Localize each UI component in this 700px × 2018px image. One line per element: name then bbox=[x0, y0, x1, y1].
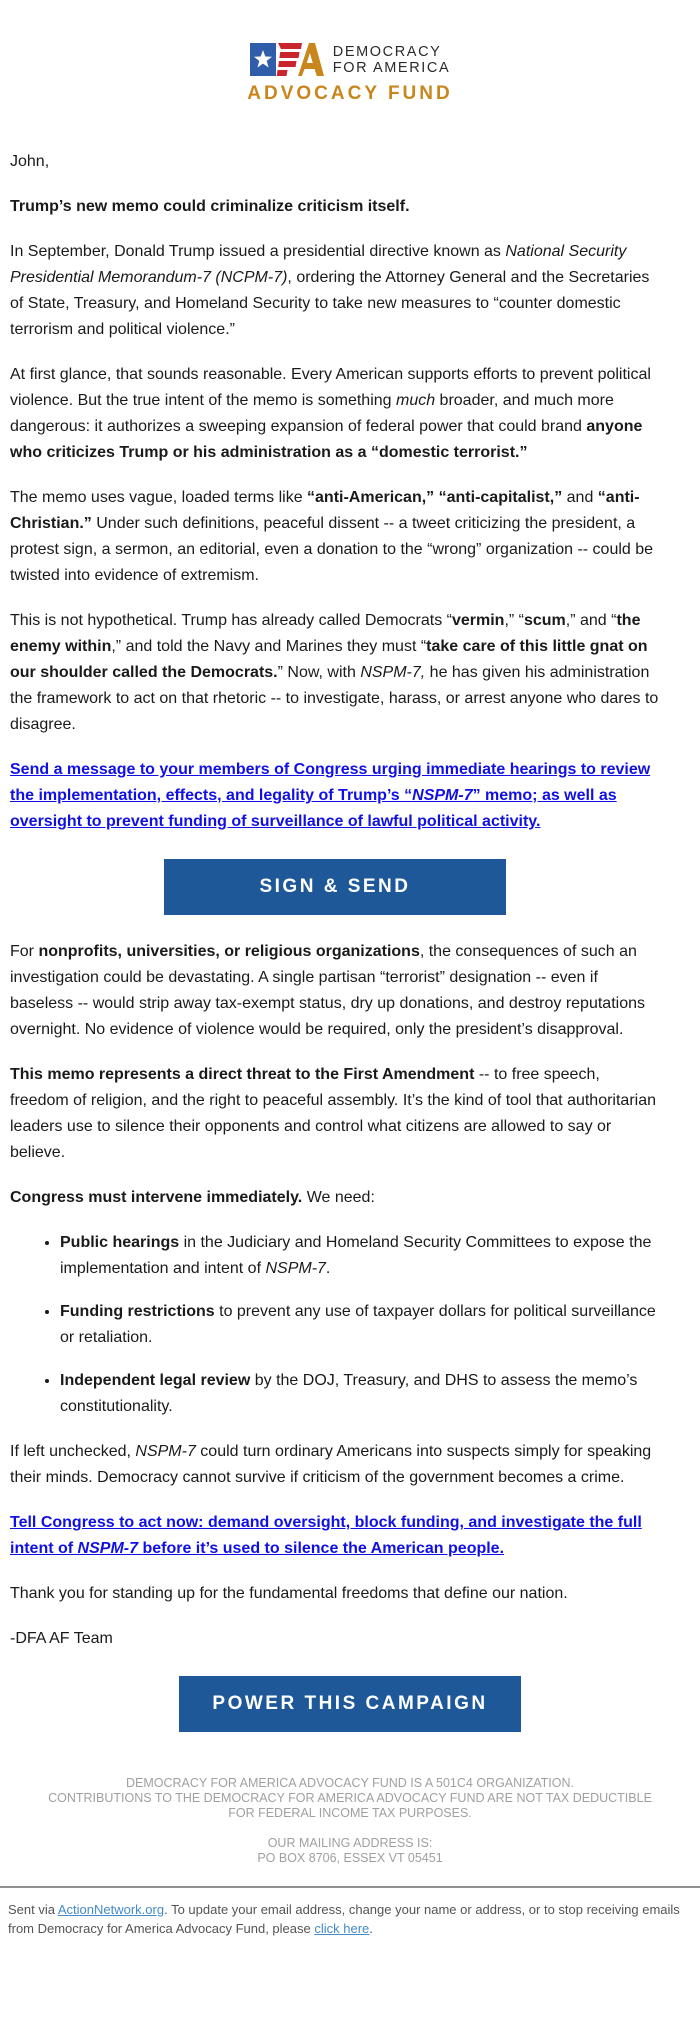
text-segment: , ordering the Attorney General and the Secretaries of State, Treasury, and Homeland Security to take new measures to “counter domestic terrorism and political violence.” bbox=[10, 269, 650, 338]
text-segment: , the consequences of such an investigation could be devastating. A single partisan “terrorist” designation -- even if baseless -- would strip away tax-exempt status, dry up donations, and destroy reputations overnight. No evidence of violence would be required, only the president’s disapproval. bbox=[10, 943, 645, 1038]
text-segment: the enemy within bbox=[10, 612, 641, 655]
text-segment: before it’s used to silence the American people. bbox=[138, 1540, 505, 1557]
text-segment: This is not hypothetical. Trump has already called Democrats “ bbox=[10, 612, 452, 629]
text-segment: We need: bbox=[302, 1189, 375, 1206]
text-segment: NSPM-7 bbox=[412, 787, 473, 804]
text-segment: This memo represents a direct threat to the First Amendment bbox=[10, 1066, 475, 1083]
text-segment: Send a message to your members of Congress urging immediate hearings to review the implementation, effects, and legality of Trump’s “ bbox=[10, 761, 651, 804]
paragraph-2 bbox=[10, 362, 660, 466]
text-segment: NSPM-7 bbox=[77, 1540, 138, 1557]
text-segment: take care of this little gnat on our shoulder called the Democrats. bbox=[10, 638, 648, 681]
fine-print-link[interactable]: click here bbox=[314, 1921, 370, 1936]
paragraph-9 bbox=[10, 1581, 660, 1607]
text-segment: . bbox=[325, 1260, 331, 1277]
text-segment: ,” “ bbox=[504, 612, 524, 629]
paragraph-6 bbox=[10, 1062, 660, 1166]
text-segment: -- to free speech, freedom of religion, and the right to peaceful assembly. It’s the kind of tool that authoritarian leaders use to silence their opponents and control what citizens are allowed to say or believe. bbox=[10, 1066, 657, 1161]
text-segment: At first glance, that sounds reasonable. Every American supports efforts to prevent political violence. But the true intent of the memo is something bbox=[10, 366, 651, 409]
headline bbox=[10, 194, 660, 220]
paragraph-3 bbox=[10, 485, 660, 589]
brand-logo bbox=[0, 0, 700, 105]
dfa-logo-icon bbox=[250, 40, 324, 80]
text-segment: scum bbox=[523, 612, 566, 629]
text-segment: NSPM-7 bbox=[265, 1260, 326, 1277]
text-segment: in the Judiciary and Homeland Security Committees to expose the implementation and intent of bbox=[60, 1234, 652, 1277]
petition-link[interactable] bbox=[10, 757, 660, 835]
paragraph-7 bbox=[10, 1185, 660, 1211]
greeting: John, bbox=[10, 153, 50, 170]
text-segment: Tell Congress to act now: demand oversight, block funding, and investigate the full intent of bbox=[10, 1514, 642, 1557]
list-item-legal-review bbox=[60, 1368, 660, 1420]
text-segment: If left unchecked, bbox=[10, 1443, 136, 1460]
text-segment: -DFA AF Team bbox=[10, 1630, 113, 1647]
mailing-address: PO BOX 8706, ESSEX VT 05451 bbox=[257, 1851, 443, 1865]
text-segment: “anti-Christian.” bbox=[10, 489, 640, 532]
text-segment: nonprofits, universities, or religious organizations bbox=[38, 943, 420, 960]
text-segment: . bbox=[369, 1921, 373, 1936]
disclaimer-line1: DEMOCRACY FOR AMERICA ADVOCACY FUND IS A 501C4 ORGANIZATION. bbox=[125, 1776, 575, 1790]
fine-print bbox=[0, 1888, 700, 1968]
email-content bbox=[10, 149, 660, 1652]
text-segment: anyone who criticizes Trump or his administration as a “domestic terrorist.” bbox=[10, 418, 643, 461]
footer bbox=[0, 1776, 700, 1866]
paragraph-4 bbox=[10, 608, 660, 738]
text-segment: NSPM-7 bbox=[135, 1443, 196, 1460]
brand-subtitle: ADVOCACY FUND bbox=[247, 83, 453, 104]
text-segment: Independent legal review bbox=[60, 1372, 251, 1389]
text-segment: National Security Presidential Memorandum-7 (NCPM-7) bbox=[10, 243, 627, 286]
text-segment: ,” and “ bbox=[565, 612, 617, 629]
brand-name-line1: DEMOCRACY bbox=[332, 44, 442, 60]
text-segment: and bbox=[562, 489, 598, 506]
text-segment: In September, Donald Trump issued a presidential directive known as bbox=[10, 243, 506, 260]
paragraph-8 bbox=[10, 1439, 660, 1491]
text-segment: to prevent any use of taxpayer dollars for political surveillance or retaliation. bbox=[60, 1303, 656, 1346]
demands-list bbox=[10, 1230, 660, 1420]
text-segment: broader, and much more dangerous: it authorizes a sweeping expansion of federal power that could brand bbox=[10, 392, 614, 435]
disclaimer-line2: CONTRIBUTIONS TO THE DEMOCRACY FOR AMERICA ADVOCACY FUND ARE NOT TAX DEDUCTIBLE FOR FEDERAL INCOME TAX PURPOSES. bbox=[48, 1791, 652, 1820]
text-segment: much bbox=[395, 392, 436, 409]
sign-and-send-button[interactable]: SIGN & SEND bbox=[164, 859, 506, 915]
list-item-funding-restrictions bbox=[60, 1299, 660, 1351]
text-segment: “anti-American,” “anti-capitalist,” bbox=[307, 489, 563, 506]
text-segment: by the DOJ, Treasury, and DHS to assess the memo’s constitutionality. bbox=[60, 1372, 638, 1415]
text-segment: Congress must intervene immediately. bbox=[10, 1189, 303, 1206]
text-segment: Sent via bbox=[8, 1902, 58, 1917]
text-segment: Under such definitions, peaceful dissent -- a tweet criticizing the president, a protest sign, a sermon, an editorial, even a donation to the “wrong” organization -- could be twisted into evidence of extremism. bbox=[10, 515, 654, 584]
text-segment: vermin bbox=[451, 612, 505, 629]
power-this-campaign-button[interactable]: POWER THIS CAMPAIGN bbox=[179, 1676, 521, 1732]
brand-name-line2: FOR AMERICA bbox=[332, 60, 451, 76]
text-segment: Thank you for standing up for the fundamental freedoms that define our nation. bbox=[10, 1585, 568, 1602]
tell-congress-link[interactable] bbox=[10, 1510, 660, 1562]
text-segment: ,” and told the Navy and Marines they must “ bbox=[111, 638, 427, 655]
signature bbox=[10, 1626, 660, 1652]
paragraph-5 bbox=[10, 939, 660, 1043]
text-segment: he has given his administration the framework to act on that rhetoric -- to investigate, harass, or arrest anyone who dares to disagree. bbox=[10, 664, 659, 733]
text-segment: NSPM-7, bbox=[360, 664, 426, 681]
text-segment: ” memo; as well as oversight to prevent funding of surveillance of lawful political activity. bbox=[10, 787, 617, 830]
text-segment: Trump’s new memo could criminalize criticism itself. bbox=[10, 198, 410, 215]
brand-name bbox=[333, 44, 451, 76]
text-segment: For bbox=[10, 943, 39, 960]
list-item-public-hearings bbox=[60, 1230, 660, 1282]
fine-print-link[interactable]: ActionNetwork.org bbox=[57, 1902, 165, 1917]
text-segment: could turn ordinary Americans into suspects simply for speaking their minds. Democracy cannot survive if criticism of the government becomes a crime. bbox=[10, 1443, 652, 1486]
text-segment: Funding restrictions bbox=[60, 1303, 215, 1320]
mailing-label: OUR MAILING ADDRESS IS: bbox=[267, 1836, 433, 1850]
text-segment: The memo uses vague, loaded terms like bbox=[10, 489, 308, 506]
text-segment: Public hearings bbox=[60, 1234, 180, 1251]
text-segment: . To update your email address, change your name or address, or to stop receiving emails from Democracy for America Advocacy Fund, please bbox=[8, 1902, 680, 1936]
text-segment: ” Now, with bbox=[277, 664, 361, 681]
paragraph-1 bbox=[10, 239, 660, 343]
